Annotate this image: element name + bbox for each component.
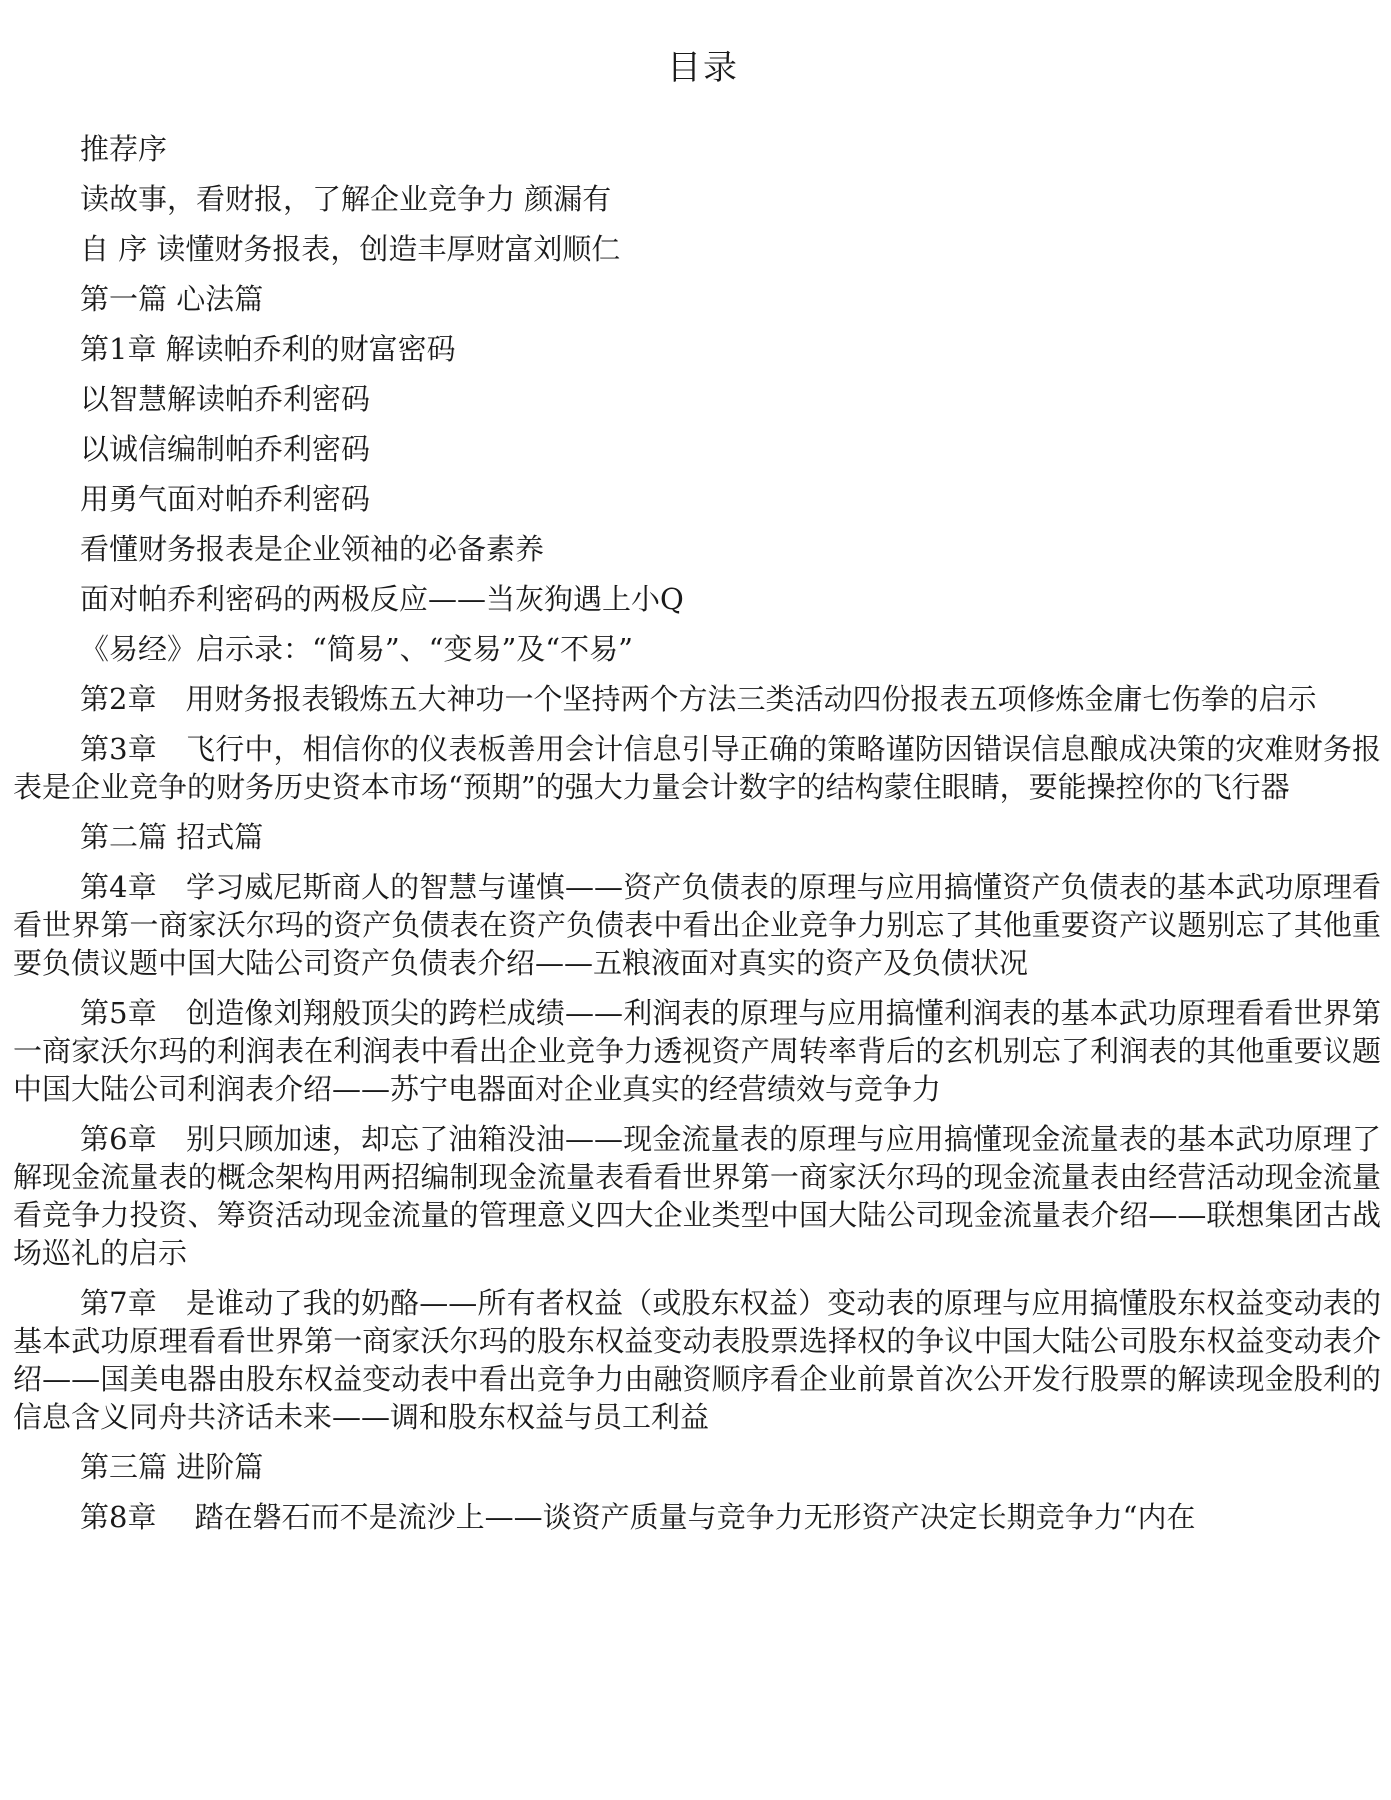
toc-part-1-heading: 第一篇 心法篇: [80, 282, 264, 316]
toc-entry-recommendation-preface: 推荐序: [80, 132, 168, 166]
toc-section-greyhound: 面对帕乔利密码的两极反应——当灰狗遇上小Q: [80, 582, 684, 616]
toc-part-2-heading: 第二篇 招式篇: [80, 820, 264, 854]
toc-section-leadership: 看懂财务报表是企业领袖的必备素养: [80, 532, 545, 566]
toc-section-integrity: 以诚信编制帕乔利密码: [80, 432, 371, 466]
toc-chapter-5: 第5章 创造像刘翔般顶尖的跨栏成绩——利润表的原理与应用搞懂利润表的基本武功原理看看世界第一商家沃尔玛的利润表在利润表中看出企业竞争力透视资产周转率背后的玄机别忘了利润表的其他重要议题中国大陆公司利润表介绍——苏宁电器面对企业真实的经营绩效与竞争力: [13, 996, 1381, 1106]
table-of-contents: [13, 130, 1381, 1536]
page-title: 目录: [667, 48, 739, 88]
toc-section-wisdom: 以智慧解读帕乔利密码: [80, 382, 371, 416]
toc-chapter-7: 第7章 是谁动了我的奶酪——所有者权益（或股东权益）变动表的原理与应用搞懂股东权益变动表的基本武功原理看看世界第一商家沃尔玛的股东权益变动表股票选择权的争议中国大陆公司股东权益变动表介绍——国美电器由股东权益变动表中看出竞争力由融资顺序看企业前景首次公开发行股票的解读现金股利的信息含义同舟共济话未来——调和股东权益与员工利益: [13, 1286, 1381, 1434]
toc-chapter-8: 第8章 踏在磐石而不是流沙上——谈资产质量与竞争力无形资产决定长期竞争力“内在: [80, 1500, 1196, 1534]
toc-section-courage: 用勇气面对帕乔利密码: [80, 482, 371, 516]
toc-chapter-2: 第2章 用财务报表锻炼五大神功一个坚持两个方法三类活动四份报表五项修炼金庸七伤拳的启示: [80, 682, 1317, 716]
toc-chapter-1: 第1章 解读帕乔利的财富密码: [80, 332, 456, 366]
toc-entry-preface-yan: 读故事，看财报，了解企业竞争力 颜漏有: [80, 182, 612, 216]
toc-chapter-6: 第6章 别只顾加速，却忘了油箱没油——现金流量表的原理与应用搞懂现金流量表的基本武功原理了解现金流量表的概念架构用两招编制现金流量表看看世界第一商家沃尔玛的现金流量表由经营活动现金流量看竞争力投资、筹资活动现金流量的管理意义四大企业类型中国大陆公司现金流量表介绍——联想集团古战场巡礼的启示: [13, 1122, 1381, 1270]
toc-chapter-3: 第3章 飞行中，相信你的仪表板善用会计信息引导正确的策略谨防因错误信息酿成决策的灾难财务报表是企业竞争的财务历史资本市场“预期”的强大力量会计数字的结构蒙住眼睛，要能操控你的飞行器: [13, 732, 1381, 804]
toc-part-3-heading: 第三篇 进阶篇: [80, 1450, 264, 1484]
toc-chapter-4: 第4章 学习威尼斯商人的智慧与谨慎——资产负债表的原理与应用搞懂资产负债表的基本武功原理看看世界第一商家沃尔玛的资产负债表在资产负债表中看出企业竞争力别忘了其他重要资产议题别忘了其他重要负债议题中国大陆公司资产负债表介绍——五粮液面对真实的资产及负债状况: [13, 870, 1381, 980]
toc-entry-author-preface: 自 序 读懂财务报表，创造丰厚财富刘顺仁: [80, 232, 621, 266]
toc-section-yijing: 《易经》启示录：“简易”、“变易”及“不易”: [80, 632, 633, 666]
